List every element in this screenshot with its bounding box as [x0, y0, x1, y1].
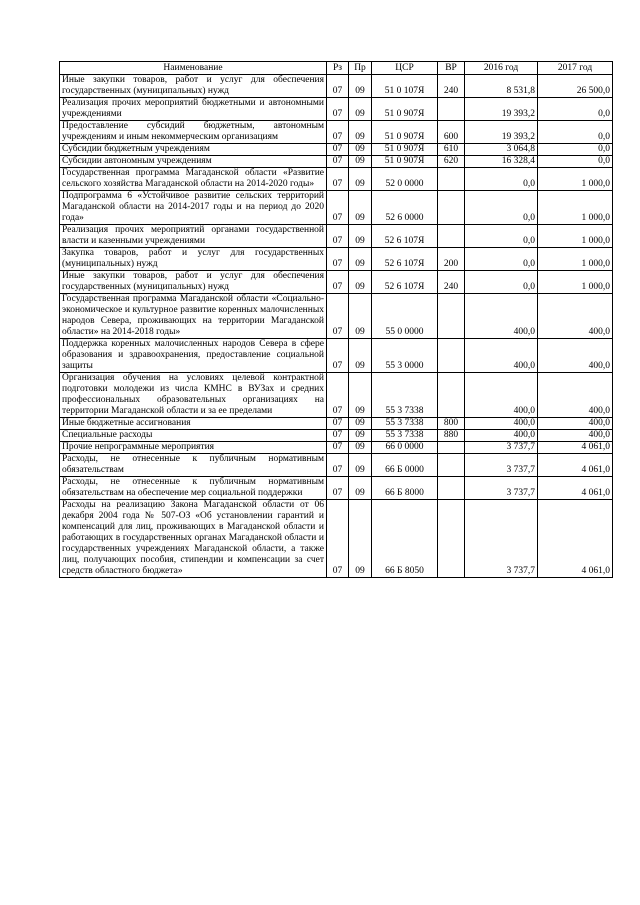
cell-2016: 3 737,7 — [465, 477, 538, 500]
cell-2017: 400,0 — [538, 339, 613, 373]
cell-pr: 09 — [349, 121, 372, 144]
header-pr: Пр — [349, 62, 372, 75]
cell-csr: 51 0 907Я — [372, 156, 438, 168]
cell-vr: 240 — [438, 75, 465, 98]
cell-csr: 66 Б 8000 — [372, 477, 438, 500]
table-row — [60, 477, 613, 500]
cell-2016: 0,0 — [465, 225, 538, 248]
table-row — [60, 121, 613, 144]
cell-csr: 52 6 107Я — [372, 225, 438, 248]
cell-name: Иные закупки товаров, работ и услуг для обеспечения государственных (муниципальных) нужд — [60, 75, 327, 98]
cell-vr: 200 — [438, 248, 465, 271]
table-row — [60, 442, 613, 454]
cell-rz: 07 — [327, 156, 349, 168]
cell-vr: 880 — [438, 430, 465, 442]
cell-csr: 55 3 7338 — [372, 373, 438, 418]
cell-2017: 4 061,0 — [538, 454, 613, 477]
table-row — [60, 248, 613, 271]
cell-pr: 09 — [349, 248, 372, 271]
cell-vr: 600 — [438, 121, 465, 144]
table-row — [60, 339, 613, 373]
header-rz: Рз — [327, 62, 349, 75]
cell-2017: 26 500,0 — [538, 75, 613, 98]
cell-2016: 400,0 — [465, 430, 538, 442]
cell-name: Предоставление субсидий бюджетным, автономным учреждениям и иным некоммерческим организациям — [60, 121, 327, 144]
cell-rz: 07 — [327, 75, 349, 98]
cell-pr: 09 — [349, 373, 372, 418]
cell-2016: 19 393,2 — [465, 98, 538, 121]
cell-2016: 3 064,8 — [465, 144, 538, 156]
cell-pr: 09 — [349, 225, 372, 248]
cell-name: Расходы, не отнесенные к публичным нормативным обязательствам на обеспечение мер социальной поддержки — [60, 477, 327, 500]
cell-2016: 400,0 — [465, 418, 538, 430]
header-csr: ЦСР — [372, 62, 438, 75]
cell-csr: 51 0 907Я — [372, 144, 438, 156]
cell-2016: 8 531,8 — [465, 75, 538, 98]
cell-csr: 51 0 907Я — [372, 121, 438, 144]
cell-name: Поддержка коренных малочисленных народов Севера в сфере образования и здравоохранения, предоставление социальной защиты — [60, 339, 327, 373]
cell-csr: 66 Б 8050 — [372, 500, 438, 578]
header-vr: ВР — [438, 62, 465, 75]
cell-csr: 55 3 0000 — [372, 339, 438, 373]
cell-pr: 09 — [349, 500, 372, 578]
cell-pr: 09 — [349, 418, 372, 430]
cell-2017: 1 000,0 — [538, 248, 613, 271]
cell-rz: 07 — [327, 454, 349, 477]
cell-rz: 07 — [327, 168, 349, 191]
cell-csr: 52 0 0000 — [372, 168, 438, 191]
cell-rz: 07 — [327, 271, 349, 294]
table-row — [60, 168, 613, 191]
cell-2017: 0,0 — [538, 121, 613, 144]
cell-name: Организация обучения на условиях целевой контрактной подготовки молодежи из числа КМНС в ВУЗах и средних профессиональных образовательных организациях на территории Магаданской области и за ее пределами — [60, 373, 327, 418]
cell-rz: 07 — [327, 294, 349, 339]
cell-rz: 07 — [327, 418, 349, 430]
cell-vr — [438, 168, 465, 191]
cell-csr: 55 0 0000 — [372, 294, 438, 339]
table-body — [60, 75, 613, 578]
header-2017: 2017 год — [538, 62, 613, 75]
cell-pr: 09 — [349, 75, 372, 98]
cell-2016: 400,0 — [465, 294, 538, 339]
cell-csr: 52 6 107Я — [372, 248, 438, 271]
cell-vr — [438, 500, 465, 578]
cell-csr: 55 3 7338 — [372, 430, 438, 442]
cell-rz: 07 — [327, 430, 349, 442]
cell-pr: 09 — [349, 442, 372, 454]
cell-csr: 51 0 907Я — [372, 98, 438, 121]
cell-name: Прочие непрограммные мероприятия — [60, 442, 327, 454]
cell-csr: 55 3 7338 — [372, 418, 438, 430]
cell-csr: 52 6 107Я — [372, 271, 438, 294]
cell-pr: 09 — [349, 430, 372, 442]
cell-pr: 09 — [349, 156, 372, 168]
cell-2017: 4 061,0 — [538, 442, 613, 454]
cell-pr: 09 — [349, 339, 372, 373]
cell-2017: 0,0 — [538, 144, 613, 156]
cell-pr: 09 — [349, 294, 372, 339]
cell-rz: 07 — [327, 121, 349, 144]
cell-2017: 1 000,0 — [538, 271, 613, 294]
cell-2017: 4 061,0 — [538, 500, 613, 578]
table-row — [60, 191, 613, 225]
table-row — [60, 500, 613, 578]
cell-name: Государственная программа Магаданской области «Развитие сельского хозяйства Магаданской области на 2014-2020 годы» — [60, 168, 327, 191]
cell-vr — [438, 191, 465, 225]
cell-name: Иные закупки товаров, работ и услуг для обеспечения государственных (муниципальных) нужд — [60, 271, 327, 294]
cell-vr: 240 — [438, 271, 465, 294]
cell-rz: 07 — [327, 477, 349, 500]
cell-name: Расходы на реализацию Закона Магаданской области от 06 декабря 2004 года № 507-ОЗ «Об установлении гарантий и компенсаций для лиц, проживающих в Магаданской области и работающих в государственных органах Магаданской области и государственных учреждениях Магаданской области, а также лиц, получающих пособия, стипендии и компенсации за счет средств областного бюджета» — [60, 500, 327, 578]
header-2016: 2016 год — [465, 62, 538, 75]
cell-name: Реализация прочих мероприятий органами государственной власти и казенными учреждениями — [60, 225, 327, 248]
cell-pr: 09 — [349, 191, 372, 225]
cell-pr: 09 — [349, 454, 372, 477]
cell-csr: 66 Б 0000 — [372, 454, 438, 477]
cell-vr — [438, 225, 465, 248]
table-row — [60, 271, 613, 294]
cell-vr — [438, 294, 465, 339]
table-row — [60, 144, 613, 156]
cell-vr: 610 — [438, 144, 465, 156]
cell-rz: 07 — [327, 339, 349, 373]
cell-vr — [438, 442, 465, 454]
table-row — [60, 454, 613, 477]
cell-rz: 07 — [327, 373, 349, 418]
cell-2016: 0,0 — [465, 248, 538, 271]
cell-rz: 07 — [327, 98, 349, 121]
cell-pr: 09 — [349, 271, 372, 294]
cell-rz: 07 — [327, 225, 349, 248]
cell-name: Иные бюджетные ассигнования — [60, 418, 327, 430]
table-row — [60, 225, 613, 248]
cell-2017: 0,0 — [538, 98, 613, 121]
cell-name: Расходы, не отнесенные к публичным нормативным обязательствам — [60, 454, 327, 477]
cell-2017: 0,0 — [538, 156, 613, 168]
table-row — [60, 75, 613, 98]
cell-vr — [438, 454, 465, 477]
cell-2016: 0,0 — [465, 271, 538, 294]
cell-2017: 400,0 — [538, 373, 613, 418]
cell-rz: 07 — [327, 191, 349, 225]
cell-vr — [438, 477, 465, 500]
cell-name: Реализация прочих мероприятий бюджетными и автономными учреждениями — [60, 98, 327, 121]
cell-rz: 07 — [327, 500, 349, 578]
table-row — [60, 373, 613, 418]
cell-pr: 09 — [349, 477, 372, 500]
budget-table — [59, 61, 613, 578]
cell-vr — [438, 373, 465, 418]
cell-name: Государственная программа Магаданской области «Социально-экономическое и культурное развитие коренных малочисленных народов Севера, проживающих на территории Магаданской области» на 2014-2018 годы» — [60, 294, 327, 339]
cell-pr: 09 — [349, 98, 372, 121]
cell-2017: 4 061,0 — [538, 477, 613, 500]
cell-2016: 19 393,2 — [465, 121, 538, 144]
cell-vr — [438, 98, 465, 121]
cell-pr: 09 — [349, 168, 372, 191]
cell-vr: 620 — [438, 156, 465, 168]
cell-2017: 1 000,0 — [538, 225, 613, 248]
cell-2016: 3 737,7 — [465, 500, 538, 578]
cell-name: Закупка товаров, работ и услуг для государственных (муниципальных) нужд — [60, 248, 327, 271]
header-name: Наименование — [60, 62, 327, 75]
cell-2017: 400,0 — [538, 430, 613, 442]
cell-csr: 52 6 0000 — [372, 191, 438, 225]
cell-2016: 400,0 — [465, 339, 538, 373]
cell-2016: 400,0 — [465, 373, 538, 418]
table-row — [60, 418, 613, 430]
cell-name: Специальные расходы — [60, 430, 327, 442]
cell-csr: 66 0 0000 — [372, 442, 438, 454]
cell-rz: 07 — [327, 442, 349, 454]
cell-rz: 07 — [327, 144, 349, 156]
table-row — [60, 156, 613, 168]
table-row — [60, 294, 613, 339]
table-row — [60, 98, 613, 121]
table-header-row — [60, 62, 613, 75]
cell-2017: 1 000,0 — [538, 168, 613, 191]
cell-2016: 3 737,7 — [465, 454, 538, 477]
cell-2016: 16 328,4 — [465, 156, 538, 168]
cell-rz: 07 — [327, 248, 349, 271]
cell-2017: 400,0 — [538, 294, 613, 339]
cell-csr: 51 0 107Я — [372, 75, 438, 98]
cell-vr: 800 — [438, 418, 465, 430]
cell-name: Субсидии бюджетным учреждениям — [60, 144, 327, 156]
cell-2016: 0,0 — [465, 191, 538, 225]
cell-name: Субсидии автономным учреждениям — [60, 156, 327, 168]
table-row — [60, 430, 613, 442]
cell-2016: 3 737,7 — [465, 442, 538, 454]
cell-2016: 0,0 — [465, 168, 538, 191]
cell-pr: 09 — [349, 144, 372, 156]
cell-2017: 1 000,0 — [538, 191, 613, 225]
cell-2017: 400,0 — [538, 418, 613, 430]
cell-vr — [438, 339, 465, 373]
cell-name: Подпрограмма 6 «Устойчивое развитие сельских территорий Магаданской области на 2014-2017 годы и на период до 2020 года» — [60, 191, 327, 225]
